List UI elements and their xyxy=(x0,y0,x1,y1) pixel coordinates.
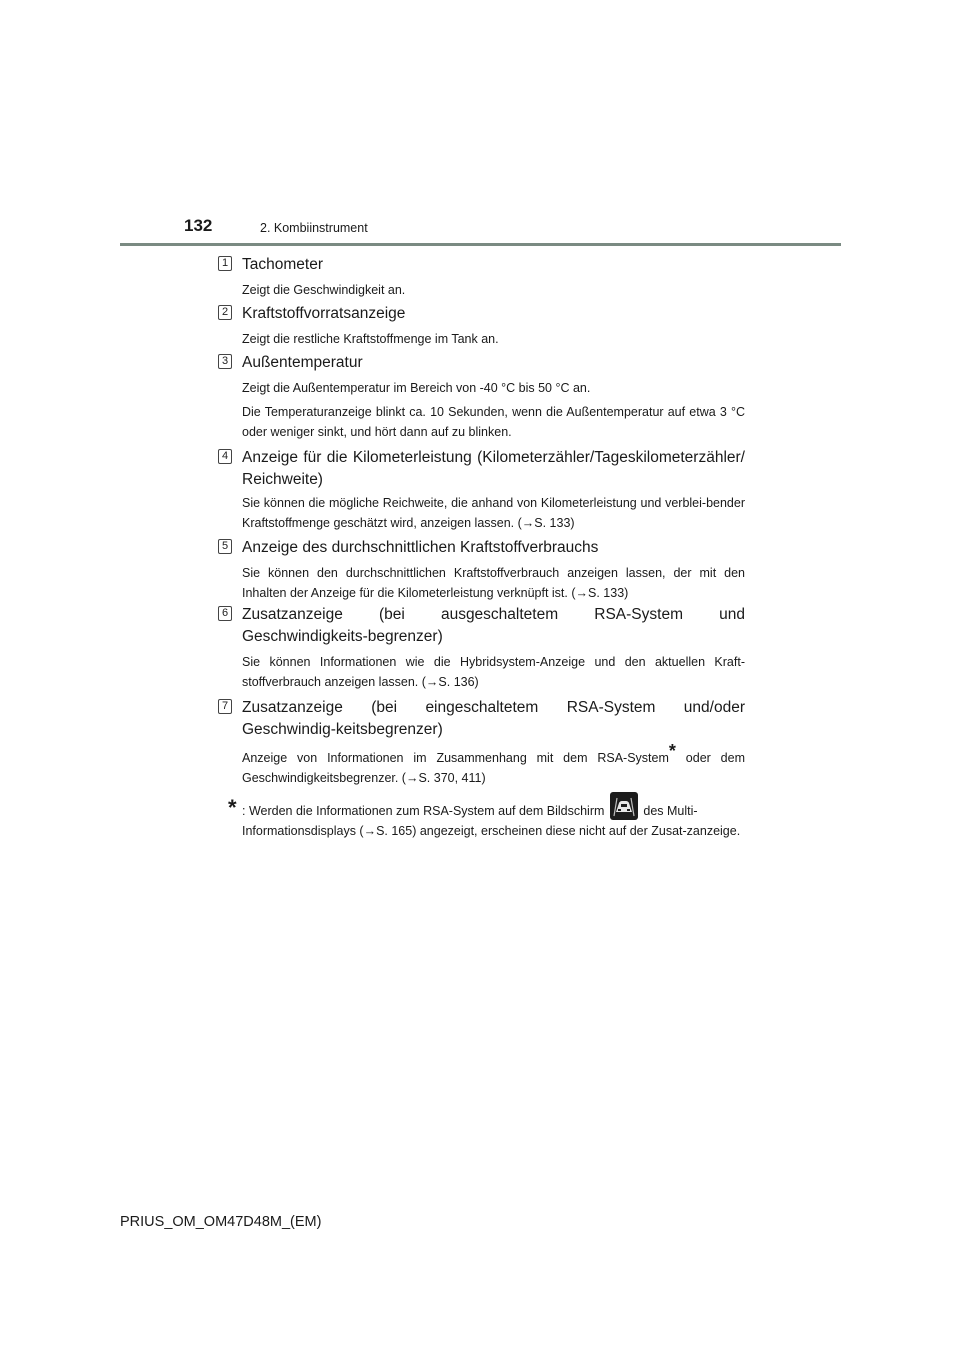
item-title: Anzeige für die Kilometerleistung (Kilometerzähler/Tageskilometerzähler/ Reichweite) xyxy=(242,449,745,488)
section-title: 2. Kombiinstrument xyxy=(260,221,368,235)
item-title: Kraftstoffvorratsanzeige xyxy=(242,305,406,322)
footnote-line xyxy=(242,801,745,821)
header-divider xyxy=(120,243,841,246)
item-number-badge: 7 xyxy=(218,699,232,714)
footnote-text-part: des Multi- xyxy=(643,804,698,818)
footnote-text-part: : Werden die Informationen zum RSA-System auf dem Bildschirm xyxy=(242,804,605,818)
item-title: Zusatzanzeige (bei ausgeschaltetem RSA-System und Geschwindigkeits-begrenzer) xyxy=(242,606,745,645)
item-number-badge: 6 xyxy=(218,606,232,621)
description-text: oder dem Geschwindigkeitsbegrenzer. (→S. 370, 411) xyxy=(242,751,746,785)
item-number-badge: 2 xyxy=(218,305,232,320)
item-description: Zeigt die restliche Kraftstoffmenge im Tank an. xyxy=(242,332,499,346)
item-number-badge: 5 xyxy=(218,539,232,554)
item-title: Tachometer xyxy=(242,256,323,273)
item-number-badge: 1 xyxy=(218,256,232,271)
item-description: Sie können die mögliche Reichweite, die anhand von Kilometerleistung und verblei-bender Kraftstoffmenge geschätzt wird, anzeigen lassen. (→S. 133) xyxy=(242,496,745,530)
item-number-badge: 3 xyxy=(218,354,232,369)
item-title: Außentemperatur xyxy=(242,354,363,371)
item-description: Sie können den durchschnittlichen Kraftstoffverbrauch anzeigen lassen, der mit den Inhalten der Anzeige für die Kilometerleistung verknüpft ist. (→S. 133) xyxy=(242,566,745,600)
footnote-marker: * xyxy=(228,795,237,820)
item-description: Zeigt die Außentemperatur im Bereich von -40 °C bis 50 °C an. xyxy=(242,381,591,395)
item-description: Sie können Informationen wie die Hybridsystem-Anzeige und den aktuellen Kraft-stoffverbrauch anzeigen lassen. (→S. 136) xyxy=(242,655,745,689)
footnote-text-part: Informationsdisplays (→S. 165) angezeigt, erscheinen diese nicht auf der Zusat-zanzeige. xyxy=(242,824,741,838)
footnote-text xyxy=(242,801,745,841)
item-description: Zeigt die Geschwindigkeit an. xyxy=(242,283,406,297)
item-title: Anzeige des durchschnittlichen Kraftstoffverbrauchs xyxy=(242,539,599,556)
item-description: Die Temperaturanzeige blinkt ca. 10 Sekunden, wenn die Außentemperatur auf etwa 3 °C oder weniger sinkt, und hört dann auf zu blinken. xyxy=(242,405,745,439)
page-number: 132 xyxy=(184,216,213,235)
description-text: Anzeige von Informationen im Zusammenhang mit dem RSA-System xyxy=(242,751,669,765)
item-title: Zusatzanzeige (bei eingeschaltetem RSA-System und/oder Geschwindig-keitsbegrenzer) xyxy=(242,699,745,738)
footnote-reference: * xyxy=(668,741,676,761)
item-number-badge: 4 xyxy=(218,449,232,464)
document-id: PRIUS_OM_OM47D48M_(EM) xyxy=(120,1214,322,1230)
item-description xyxy=(242,741,745,788)
driving-assist-car-icon xyxy=(610,792,638,820)
